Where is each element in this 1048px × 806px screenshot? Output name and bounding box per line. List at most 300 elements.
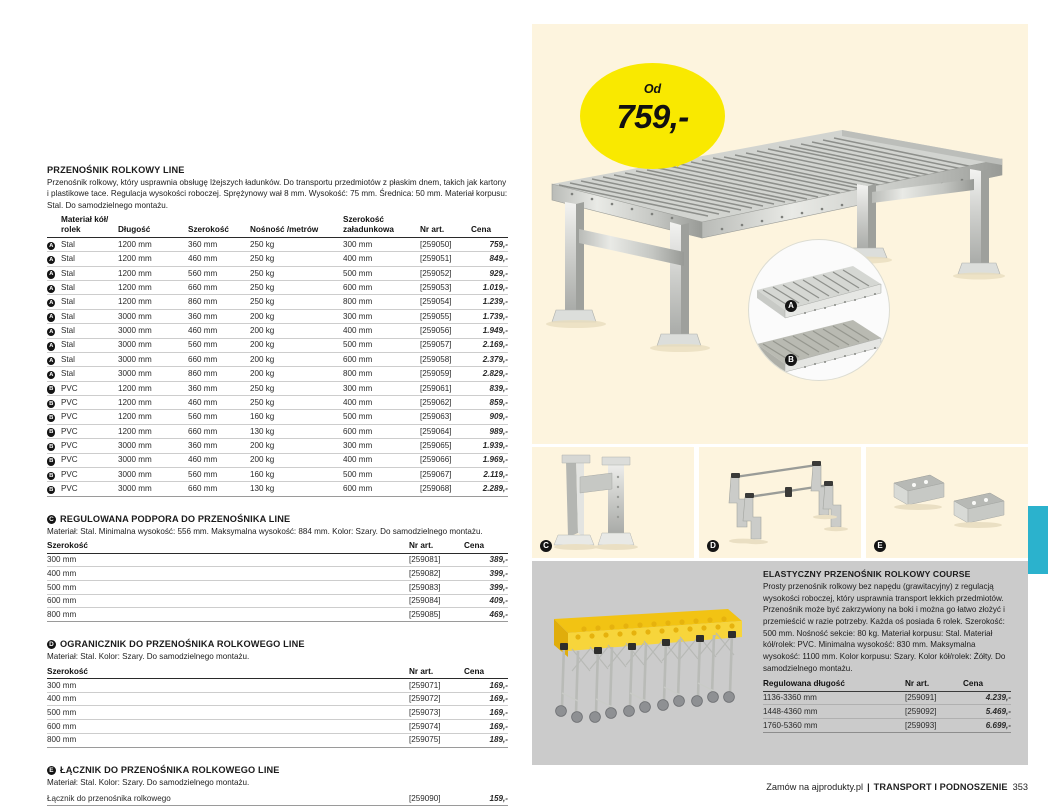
accessory-thumbnails bbox=[532, 447, 1028, 558]
cell-material: PVC bbox=[61, 453, 118, 467]
cell-load-width: 300 mm bbox=[343, 309, 420, 323]
row-marker: B bbox=[47, 410, 61, 424]
price-bubble bbox=[580, 63, 725, 169]
cell-load-width: 300 mm bbox=[343, 439, 420, 453]
section-title-text-e: ŁĄCZNIK DO PRZENOŚNIKA ROLKOWEGO LINE bbox=[60, 764, 280, 775]
cell-price: 169,- bbox=[464, 692, 508, 706]
cell-length: 3000 mm bbox=[118, 338, 188, 352]
cell-width: 360 mm bbox=[188, 439, 250, 453]
callout-marker-a: A bbox=[785, 300, 797, 312]
cell-art-no[interactable]: [259067] bbox=[420, 467, 471, 481]
col-capacity: Nośność /metrów bbox=[250, 215, 343, 237]
product-table-adjustable-support bbox=[47, 541, 508, 622]
cell-art-no[interactable]: [259055] bbox=[420, 309, 471, 323]
section-desc-end-stop: Materiał: Stal. Kolor: Szary. Do samodzielnego montażu. bbox=[47, 652, 250, 662]
cell-length: 3000 mm bbox=[118, 453, 188, 467]
cell-capacity: 250 kg bbox=[250, 237, 343, 251]
cell-art-no[interactable]: [259074] bbox=[409, 720, 464, 734]
table-body-course bbox=[763, 691, 1011, 732]
spacer bbox=[47, 748, 508, 765]
cell-art-no[interactable]: [259064] bbox=[420, 424, 471, 438]
col-material-line1: Materiał kół/ bbox=[61, 215, 109, 225]
cell-load-width: 500 mm bbox=[343, 467, 420, 481]
detail-magnifier-circle bbox=[748, 239, 890, 381]
cell-width: 360 mm bbox=[188, 309, 250, 323]
table-row[interactable] bbox=[47, 295, 508, 309]
cell-length: 3000 mm bbox=[118, 467, 188, 481]
cell-length: 1200 mm bbox=[118, 381, 188, 395]
cell-width: 660 mm bbox=[188, 352, 250, 366]
cell-capacity: 200 kg bbox=[250, 338, 343, 352]
cell-width: 460 mm bbox=[188, 252, 250, 266]
table-row[interactable] bbox=[763, 719, 1011, 733]
cell-art-no[interactable]: [259062] bbox=[420, 396, 471, 410]
cell-width: Łącznik do przenośnika rolkowego bbox=[47, 792, 409, 805]
col-art-no: Nr art. bbox=[409, 667, 464, 679]
cell-capacity: 160 kg bbox=[250, 467, 343, 481]
spacer bbox=[47, 622, 508, 639]
section-title-roller-conveyor: PRZENOŚNIK ROLKOWY LINE bbox=[47, 165, 185, 175]
cell-length: 1200 mm bbox=[118, 424, 188, 438]
table-row[interactable] bbox=[47, 324, 508, 338]
table-row[interactable] bbox=[47, 281, 508, 295]
cell-material: Stal bbox=[61, 281, 118, 295]
cell-load-width: 300 mm bbox=[343, 381, 420, 395]
support-leg-illustration bbox=[532, 447, 694, 558]
thumbnail-end-stop bbox=[699, 447, 861, 558]
cell-material: PVC bbox=[61, 410, 118, 424]
cell-price: 2.379,- bbox=[471, 352, 508, 366]
table-row[interactable] bbox=[47, 367, 508, 381]
table-row[interactable] bbox=[47, 309, 508, 323]
cell-capacity: 200 kg bbox=[250, 453, 343, 467]
table-row[interactable] bbox=[763, 691, 1011, 705]
cell-art-no[interactable]: [259073] bbox=[409, 706, 464, 720]
cell-art-no[interactable]: [259057] bbox=[420, 338, 471, 352]
cell-width: 800 mm bbox=[47, 608, 409, 622]
section-roller-conveyor bbox=[47, 165, 508, 497]
cell-art-no[interactable]: [259083] bbox=[409, 581, 464, 595]
col-price: Cena bbox=[464, 541, 508, 553]
cell-capacity: 250 kg bbox=[250, 396, 343, 410]
page-footer bbox=[766, 782, 1028, 792]
table-row[interactable] bbox=[47, 733, 508, 747]
table-header-row bbox=[47, 541, 508, 553]
table-row[interactable] bbox=[47, 396, 508, 410]
cell-art-no[interactable]: [259061] bbox=[420, 381, 471, 395]
cell-price: 189,- bbox=[464, 733, 508, 747]
left-content-column bbox=[47, 165, 508, 806]
cell-material: Stal bbox=[61, 324, 118, 338]
row-marker: A bbox=[47, 295, 61, 309]
cell-material: Stal bbox=[61, 367, 118, 381]
cell-material: Stal bbox=[61, 352, 118, 366]
cell-art-no[interactable]: [259053] bbox=[420, 281, 471, 295]
cell-capacity: 250 kg bbox=[250, 281, 343, 295]
cell-art-no[interactable]: [259063] bbox=[420, 410, 471, 424]
cell-capacity: 130 kg bbox=[250, 424, 343, 438]
cell-width: 600 mm bbox=[47, 720, 409, 734]
cell-material: PVC bbox=[61, 467, 118, 481]
cell-length: 1200 mm bbox=[118, 396, 188, 410]
cell-length: 1200 mm bbox=[118, 410, 188, 424]
cell-material: Stal bbox=[61, 338, 118, 352]
cell-load-width: 400 mm bbox=[343, 324, 420, 338]
cell-capacity: 250 kg bbox=[250, 381, 343, 395]
cell-price: 989,- bbox=[471, 424, 508, 438]
col-width: Szerokość bbox=[47, 667, 409, 679]
cell-capacity: 200 kg bbox=[250, 367, 343, 381]
cell-length: 1136-3360 mm bbox=[763, 691, 905, 705]
cell-art-no[interactable]: [259071] bbox=[409, 679, 464, 693]
table-row[interactable] bbox=[47, 581, 508, 595]
table-row[interactable] bbox=[47, 608, 508, 622]
cell-width: 560 mm bbox=[188, 410, 250, 424]
cell-price: 469,- bbox=[464, 608, 508, 622]
cell-price: 909,- bbox=[471, 410, 508, 424]
cell-length: 1200 mm bbox=[118, 295, 188, 309]
cell-price: 399,- bbox=[464, 567, 508, 581]
cell-length: 3000 mm bbox=[118, 482, 188, 496]
footer-order-text: Zamów na ajprodukty.pl bbox=[766, 782, 864, 792]
section-adjustable-support bbox=[47, 514, 508, 622]
table-body-roller-conveyor bbox=[47, 237, 508, 496]
thumbnail-adjustable-support bbox=[532, 447, 694, 558]
row-marker: B bbox=[47, 381, 61, 395]
product-table-roller-conveyor bbox=[47, 215, 508, 496]
table-row[interactable] bbox=[47, 338, 508, 352]
section-desc-course: Prosty przenośnik rolkowy bez napędu (grawitacyjny) z regulacją wysokości roboczej, który usprawnia transport lekkich przedmiotów. Przenośnik może być zakrzywiony na boki i można go łatwo złożyć i przemieścić w razie potrzeby. Każda oś posiada 6 rolek. Szerokość: 500 mm. Nośność sekcie: 80 kg. Materiał korpusu: Stal. Materiał kół/rolek: PVC. Minimalna wysokość: 830 mm. Maksymalna wysokość: 1100 mm. Kolor korpusu: Szary. Kolor kół/rolek: Żółty. Do samodzielnego montażu. bbox=[763, 582, 1006, 673]
cell-price: 2.829,- bbox=[471, 367, 508, 381]
cell-price: 1.019,- bbox=[471, 281, 508, 295]
col-art-no: Nr art. bbox=[905, 679, 963, 691]
cell-art-no[interactable]: [259085] bbox=[409, 608, 464, 622]
table-row[interactable] bbox=[763, 705, 1011, 719]
cell-load-width: 600 mm bbox=[343, 281, 420, 295]
section-desc-roller-conveyor: Przenośnik rolkowy, który usprawnia obsługę lżejszych ładunków. Do transportu przedmiotów z płaskim dnem, takich jak kartony i plastikowe tace. Regulacja wysokości roboczej. Sprężynowy wał 8 mm. Wysokość: 75 mm. Średnica: 50 mm. Materiał korpusu: Stal. Do samodzielnego montażu. bbox=[47, 178, 508, 210]
table-row[interactable] bbox=[47, 706, 508, 720]
cell-price: 2.169,- bbox=[471, 338, 508, 352]
cell-width: 560 mm bbox=[188, 266, 250, 280]
cell-width: 460 mm bbox=[188, 396, 250, 410]
cell-material: Stal bbox=[61, 237, 118, 251]
cell-width: 600 mm bbox=[47, 594, 409, 608]
spacer bbox=[47, 497, 508, 514]
row-marker: A bbox=[47, 338, 61, 352]
cell-price: 409,- bbox=[464, 594, 508, 608]
cell-price: 849,- bbox=[471, 252, 508, 266]
table-row[interactable] bbox=[47, 266, 508, 280]
cell-capacity: 250 kg bbox=[250, 252, 343, 266]
table-body-end-stop bbox=[47, 679, 508, 747]
cell-width: 660 mm bbox=[188, 281, 250, 295]
cell-load-width: 800 mm bbox=[343, 367, 420, 381]
table-body-connector bbox=[47, 792, 508, 805]
col-length: Długość bbox=[118, 215, 188, 237]
row-marker: A bbox=[47, 324, 61, 338]
course-text-column bbox=[763, 569, 1011, 733]
row-marker: B bbox=[47, 467, 61, 481]
cell-art-no[interactable]: [259082] bbox=[409, 567, 464, 581]
table-row[interactable] bbox=[47, 553, 508, 567]
cell-material: PVC bbox=[61, 424, 118, 438]
section-title-course: ELASTYCZNY PRZENOŚNIK ROLKOWY COURSE bbox=[763, 569, 971, 579]
cell-material: Stal bbox=[61, 295, 118, 309]
col-width: Szerokość bbox=[47, 541, 409, 553]
table-row[interactable] bbox=[47, 467, 508, 481]
cell-capacity: 160 kg bbox=[250, 410, 343, 424]
cell-material: PVC bbox=[61, 381, 118, 395]
cell-load-width: 500 mm bbox=[343, 410, 420, 424]
cell-length: 1200 mm bbox=[118, 281, 188, 295]
cell-capacity: 200 kg bbox=[250, 352, 343, 366]
col-price: Cena bbox=[471, 215, 508, 237]
cell-price: 389,- bbox=[464, 553, 508, 567]
table-row[interactable] bbox=[47, 237, 508, 251]
cell-price: 859,- bbox=[471, 396, 508, 410]
price-value: 759,- bbox=[616, 98, 689, 135]
row-marker: A bbox=[47, 367, 61, 381]
row-marker: A bbox=[47, 252, 61, 266]
cell-price: 839,- bbox=[471, 381, 508, 395]
cell-width: 560 mm bbox=[188, 467, 250, 481]
cell-price: 1.969,- bbox=[471, 453, 508, 467]
row-marker: B bbox=[47, 439, 61, 453]
thumbnail-connector bbox=[866, 447, 1028, 558]
cell-price: 169,- bbox=[464, 720, 508, 734]
col-art-no: Nr art. bbox=[409, 541, 464, 553]
row-marker: A bbox=[47, 281, 61, 295]
row-marker: A bbox=[47, 352, 61, 366]
table-row[interactable] bbox=[47, 720, 508, 734]
table-row[interactable] bbox=[47, 439, 508, 453]
price-prefix: Od bbox=[643, 82, 662, 96]
col-load-width bbox=[343, 215, 420, 237]
section-title-text-d: OGRANICZNIK DO PRZENOŚNIKA ROLKOWEGO LINE bbox=[60, 639, 305, 650]
cell-price: 1.949,- bbox=[471, 324, 508, 338]
cell-width: 860 mm bbox=[188, 295, 250, 309]
cell-length: 3000 mm bbox=[118, 324, 188, 338]
cell-art-no[interactable]: [259091] bbox=[905, 691, 963, 705]
cell-load-width: 400 mm bbox=[343, 252, 420, 266]
cell-load-width: 300 mm bbox=[343, 237, 420, 251]
cell-width: 660 mm bbox=[188, 482, 250, 496]
table-row[interactable] bbox=[47, 594, 508, 608]
col-width: Szerokość bbox=[188, 215, 250, 237]
cell-length: 3000 mm bbox=[118, 367, 188, 381]
cell-art-no[interactable]: [259052] bbox=[420, 266, 471, 280]
cell-art-no[interactable]: [259093] bbox=[905, 719, 963, 733]
cell-material: PVC bbox=[61, 482, 118, 496]
cell-capacity: 200 kg bbox=[250, 439, 343, 453]
cell-load-width: 500 mm bbox=[343, 338, 420, 352]
col-marker bbox=[47, 215, 61, 237]
col-load-width-line2: załadunkowa bbox=[343, 225, 394, 235]
cell-material: Stal bbox=[61, 309, 118, 323]
col-price: Cena bbox=[963, 679, 1011, 691]
cell-width: 860 mm bbox=[188, 367, 250, 381]
cell-price: 2.289,- bbox=[471, 482, 508, 496]
section-desc-adjustable-support: Materiał: Stal. Minimalna wysokość: 556 mm. Maksymalna wysokość: 884 mm. Kolor: Szary. Do samodzielnego montażu. bbox=[47, 526, 483, 536]
cell-length: 1760-5360 mm bbox=[763, 719, 905, 733]
row-marker: A bbox=[47, 309, 61, 323]
cell-load-width: 600 mm bbox=[343, 424, 420, 438]
callout-marker-e: E bbox=[874, 540, 886, 552]
cell-length: 1200 mm bbox=[118, 266, 188, 280]
cell-price: 1.739,- bbox=[471, 309, 508, 323]
cell-capacity: 250 kg bbox=[250, 266, 343, 280]
cell-art-no[interactable]: [259051] bbox=[420, 252, 471, 266]
cell-material: Stal bbox=[61, 252, 118, 266]
cell-length: 1200 mm bbox=[118, 252, 188, 266]
cell-price: 5.469,- bbox=[963, 705, 1011, 719]
cell-material: Stal bbox=[61, 266, 118, 280]
cell-width: 400 mm bbox=[47, 692, 409, 706]
row-marker: B bbox=[47, 453, 61, 467]
cell-width: 300 mm bbox=[47, 679, 409, 693]
cell-length: 3000 mm bbox=[118, 352, 188, 366]
cell-art-no[interactable]: [259054] bbox=[420, 295, 471, 309]
cell-load-width: 500 mm bbox=[343, 266, 420, 280]
table-header-row bbox=[763, 679, 1011, 691]
cell-material: PVC bbox=[61, 439, 118, 453]
row-marker: B bbox=[47, 482, 61, 496]
table-row[interactable] bbox=[47, 410, 508, 424]
cell-art-no[interactable]: [259072] bbox=[409, 692, 464, 706]
cell-width: 300 mm bbox=[47, 553, 409, 567]
footer-category: TRANSPORT I PODNOSZENIE bbox=[873, 782, 1008, 792]
table-row[interactable] bbox=[47, 692, 508, 706]
cell-width: 460 mm bbox=[188, 324, 250, 338]
cell-art-no[interactable]: [259066] bbox=[420, 453, 471, 467]
roller-detail-illustration bbox=[749, 240, 890, 381]
table-row[interactable] bbox=[47, 792, 508, 805]
cell-art-no[interactable]: [259075] bbox=[409, 733, 464, 747]
cell-price: 399,- bbox=[464, 581, 508, 595]
cell-price: 759,- bbox=[471, 237, 508, 251]
col-art-no: Nr art. bbox=[420, 215, 471, 237]
cell-width: 500 mm bbox=[47, 581, 409, 595]
callout-marker-d: D bbox=[707, 540, 719, 552]
cell-capacity: 250 kg bbox=[250, 295, 343, 309]
table-header-row bbox=[47, 215, 508, 237]
row-marker: B bbox=[47, 396, 61, 410]
cell-width: 560 mm bbox=[188, 338, 250, 352]
cell-width: 400 mm bbox=[47, 567, 409, 581]
cell-load-width: 400 mm bbox=[343, 453, 420, 467]
cell-art-no[interactable]: [259084] bbox=[409, 594, 464, 608]
table-row[interactable] bbox=[47, 567, 508, 581]
flexible-conveyor-illustration bbox=[532, 561, 754, 765]
cell-width: 800 mm bbox=[47, 733, 409, 747]
table-row[interactable] bbox=[47, 381, 508, 395]
table-row[interactable] bbox=[47, 424, 508, 438]
cell-width: 500 mm bbox=[47, 706, 409, 720]
row-marker: B bbox=[47, 424, 61, 438]
cell-art-no[interactable]: [259081] bbox=[409, 553, 464, 567]
cell-price: 159,- bbox=[464, 792, 508, 805]
col-material-line2: rolek bbox=[61, 225, 81, 235]
cell-art-no[interactable]: [259050] bbox=[420, 237, 471, 251]
table-row[interactable] bbox=[47, 352, 508, 366]
callout-marker-d: D bbox=[47, 640, 56, 649]
cell-material: PVC bbox=[61, 396, 118, 410]
row-marker: A bbox=[47, 266, 61, 280]
cell-price: 169,- bbox=[464, 706, 508, 720]
product-table-end-stop bbox=[47, 667, 508, 748]
cell-price: 1.239,- bbox=[471, 295, 508, 309]
cell-length: 3000 mm bbox=[118, 439, 188, 453]
product-table-connector bbox=[47, 792, 508, 806]
table-row[interactable] bbox=[47, 482, 508, 496]
cell-price: 6.699,- bbox=[963, 719, 1011, 733]
cell-price: 929,- bbox=[471, 266, 508, 280]
cell-length: 3000 mm bbox=[118, 309, 188, 323]
cell-load-width: 800 mm bbox=[343, 295, 420, 309]
callout-marker-e: E bbox=[47, 766, 56, 775]
footer-page-number: 353 bbox=[1012, 782, 1028, 792]
course-product-image bbox=[532, 561, 754, 765]
cell-width: 460 mm bbox=[188, 453, 250, 467]
callout-marker-c: C bbox=[540, 540, 552, 552]
section-end-stop bbox=[47, 639, 508, 747]
table-header-row bbox=[47, 667, 508, 679]
col-adjustable-length: Regulowana długość bbox=[763, 679, 905, 691]
cell-art-no[interactable]: [259056] bbox=[420, 324, 471, 338]
callout-marker-c: C bbox=[47, 515, 56, 524]
table-row[interactable] bbox=[47, 453, 508, 467]
end-stop-illustration bbox=[699, 447, 861, 558]
col-price: Cena bbox=[464, 667, 508, 679]
section-title-text-c: REGULOWANA PODPORA DO PRZENOŚNIKA LINE bbox=[60, 513, 291, 524]
connector-bracket-illustration bbox=[866, 447, 1028, 558]
cell-art-no[interactable]: [259065] bbox=[420, 439, 471, 453]
cell-width: 360 mm bbox=[188, 237, 250, 251]
col-material bbox=[61, 215, 118, 237]
col-load-width-line1: Szerokość bbox=[343, 215, 384, 225]
footer-separator: | bbox=[867, 782, 870, 792]
cell-art-no[interactable]: [259092] bbox=[905, 705, 963, 719]
section-title-adjustable-support bbox=[47, 514, 508, 524]
cell-capacity: 130 kg bbox=[250, 482, 343, 496]
cell-price: 4.239,- bbox=[963, 691, 1011, 705]
section-desc-connector: Materiał: Stal. Kolor: Szary. Do samodzielnego montażu. bbox=[47, 777, 250, 787]
cell-art-no[interactable]: [259058] bbox=[420, 352, 471, 366]
cell-width: 660 mm bbox=[188, 424, 250, 438]
cell-capacity: 200 kg bbox=[250, 309, 343, 323]
cell-width: 360 mm bbox=[188, 381, 250, 395]
cell-length: 1200 mm bbox=[118, 237, 188, 251]
cell-art-no[interactable]: [259059] bbox=[420, 367, 471, 381]
cell-load-width: 400 mm bbox=[343, 396, 420, 410]
cell-price: 169,- bbox=[464, 679, 508, 693]
table-row[interactable] bbox=[47, 252, 508, 266]
cell-load-width: 600 mm bbox=[343, 482, 420, 496]
cell-price: 1.939,- bbox=[471, 439, 508, 453]
callout-marker-b: B bbox=[785, 354, 797, 366]
cell-art-no[interactable]: [259090] bbox=[409, 792, 464, 805]
row-marker: A bbox=[47, 237, 61, 251]
cell-capacity: 200 kg bbox=[250, 324, 343, 338]
cell-price: 2.119,- bbox=[471, 467, 508, 481]
section-title-connector bbox=[47, 765, 508, 775]
table-body-adjustable-support bbox=[47, 553, 508, 621]
hero-product-image-panel bbox=[532, 24, 1028, 444]
category-side-tab bbox=[1028, 506, 1048, 574]
cell-load-width: 600 mm bbox=[343, 352, 420, 366]
table-row[interactable] bbox=[47, 679, 508, 693]
cell-art-no[interactable]: [259068] bbox=[420, 482, 471, 496]
